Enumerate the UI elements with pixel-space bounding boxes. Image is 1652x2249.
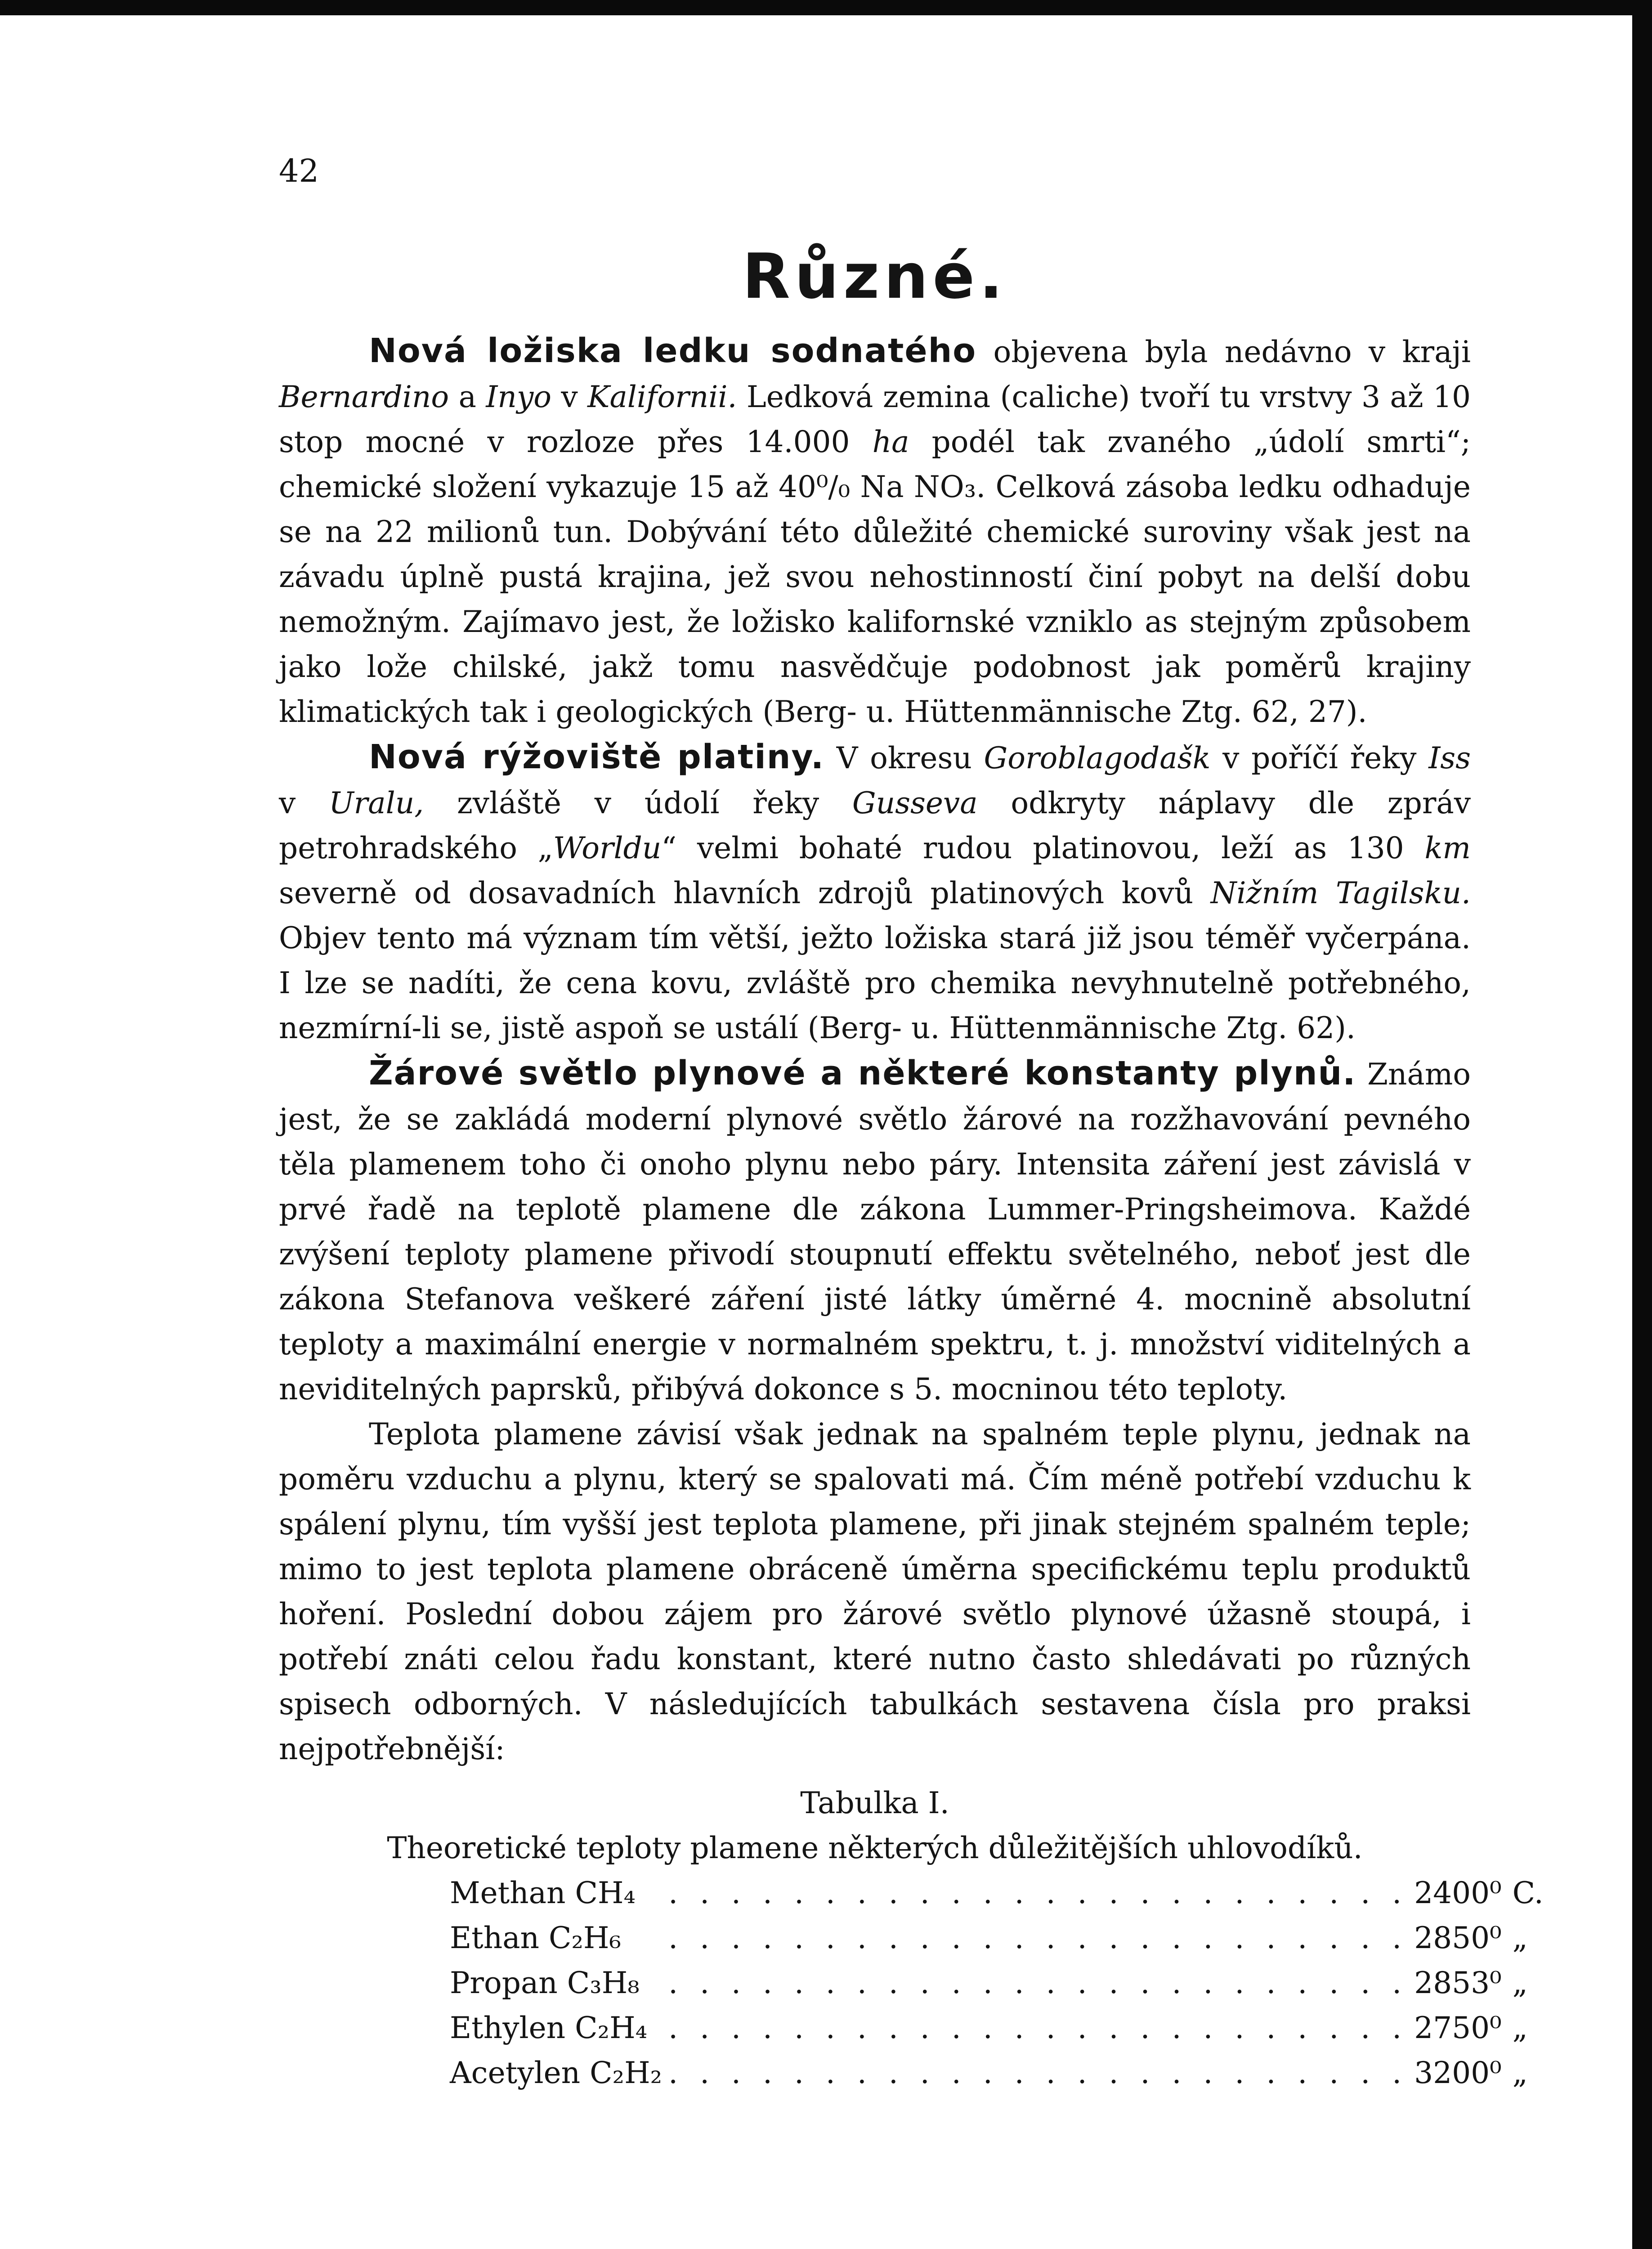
- article-paragraph: [279, 1051, 1471, 1412]
- flame-temperature: 2850⁰: [1414, 1921, 1502, 1955]
- table-subtitle: Theoretické teploty plamene některých důležitějších uhlovodíků.: [387, 1831, 1363, 1865]
- body-text: odkryty náplavy dle zpráv petrohradského „: [279, 786, 1471, 865]
- dot-leader: . . . . . . . . . . . . . . . . . . . . . . . .: [668, 2056, 1408, 2090]
- temperature-unit: „: [1512, 2056, 1528, 2090]
- dot-leader: . . . . . . . . . . . . . . . . . . . . . . . .: [668, 1921, 1408, 1955]
- temperature-unit: C.: [1512, 1876, 1544, 1910]
- body-text: v poříčí řeky: [1210, 741, 1429, 775]
- italic-text: Kalifornii.: [587, 380, 737, 414]
- body-text: zvláště v údolí řeky: [424, 786, 852, 820]
- body-text: v: [279, 786, 329, 820]
- gas-name: Ethylen C₂H₄: [450, 2011, 648, 2045]
- temperature-unit: „: [1512, 2011, 1528, 2045]
- body-text: Známo jest, že se zakládá moderní plynové světlo žárové na rozžhavování pevného těla plamenem toho či onoho plynu nebo páry. Intensita záření jest závislá v prvé řadě na teplotě plamene dle zákona Lummer-Pringsheimova. Každé zvýšení teploty plamene přivodí stoupnutí effektu světelného, neboť jest dle zákona Stefanova veškeré záření jisté látky úměrné 4. mocnině absolutní teploty a maximální energie v normalném spektru, t. j. množství viditelných a neviditelných paprsků, přibývá dokonce s 5. mocninou této teploty.: [279, 1057, 1471, 1407]
- italic-text: Goroblagodašk: [984, 741, 1211, 775]
- italic-text: Bernardino: [279, 380, 449, 414]
- table-row: [450, 2051, 1544, 2096]
- italic-text: Gusseva: [852, 786, 978, 820]
- body-text: “ velmi bohaté rudou platinovou, leží as 130: [661, 831, 1425, 865]
- flame-temperature: 2853⁰: [1414, 1966, 1502, 2000]
- body-text: v: [551, 380, 588, 414]
- dot-leader: . . . . . . . . . . . . . . . . . . . . . . . .: [668, 1966, 1408, 2000]
- article-body: [279, 328, 1471, 1772]
- table-row: [450, 1916, 1544, 1961]
- table-row: [450, 1871, 1544, 1916]
- italic-text: Nižním Tagilsku.: [1210, 876, 1471, 910]
- gas-name: Methan CH₄: [450, 1876, 636, 1910]
- article-paragraph: [279, 328, 1471, 735]
- body-text: Objev tento má význam tím větší, ježto ložiska stará již jsou téměř vyčerpána. I lze se nadíti, že cena kovu, zvláště pro chemika nevyhnutelně potřebného, nezmírní-li se, jistě aspoň se ustálí (Berg- u. Hüttenmännische Ztg. 62).: [279, 921, 1471, 1045]
- body-text: Teplota plamene závisí však jednak na spalném teple plynu, jednak na poměru vzduchu a plynu, který se spalovati má. Čím méně potřebí vzduchu k spálení plynu, tím vyšší jest teplota plamene, při jinak stejném spalném teple; mimo to jest teplota plamene obráceně úměrna specifickému teplu produktů hoření. Poslední dobou zájem pro žárové světlo plynové úžasně stoupá, i potřebí znáti celou řadu konstant, které nutno často shledávati po různých spisech odborných. V následujících tabulkách sestavena čísla pro praksi nejpotřebnější:: [279, 1417, 1471, 1766]
- body-text: podél tak zvaného „údolí smrti“; chemické složení vykazuje 15 až 40⁰/₀ Na NO₃. Celková zásoba ledku odhaduje se na 22 milionů tun. Dobývání této důležité chemické suroviny však jest na závadu úplně pustá krajina, jež svou nehostinností činí pobyt na delší dobu nemožným. Zajímavo jest, že ložisko kalifornské vzniklo as stejným způsobem jako lože chilské, jakž tomu nasvědčuje podobnost jak poměrů krajiny klimatických tak i geologických (Berg- u. Hüttenmännische Ztg. 62, 27).: [279, 425, 1471, 729]
- article-paragraph: [279, 1412, 1471, 1772]
- flame-temperature: 3200⁰: [1414, 2056, 1502, 2090]
- temperature-unit: „: [1512, 1921, 1528, 1955]
- temperature-table: [450, 1871, 1544, 2096]
- paragraph-heading: Žárové světlo plynové a některé konstanty plynů.: [369, 1054, 1357, 1093]
- italic-text: Iss: [1428, 741, 1471, 775]
- table-row: [450, 1961, 1544, 2006]
- section-title: Různé.: [742, 240, 1007, 313]
- body-text: objevena byla nedávno v kraji: [976, 335, 1471, 369]
- body-text: a: [449, 380, 486, 414]
- paragraph-heading: Nová rýžoviště platiny.: [369, 738, 825, 776]
- italic-text: Uralu,: [329, 786, 424, 820]
- temperature-unit: „: [1512, 1966, 1528, 2000]
- gas-name: Ethan C₂H₆: [450, 1921, 622, 1955]
- dot-leader: . . . . . . . . . . . . . . . . . . . . . . . .: [668, 2011, 1408, 2045]
- italic-text: Inyo: [486, 380, 551, 414]
- italic-text: km: [1424, 831, 1471, 865]
- italic-text: Worldu: [553, 831, 662, 865]
- body-text: V okresu: [824, 741, 984, 775]
- paragraph-heading: Nová ložiska ledku sodnatého: [369, 332, 977, 370]
- gas-name: Acetylen C₂H₂: [450, 2056, 663, 2090]
- flame-temperature: 2750⁰: [1414, 2011, 1502, 2045]
- table-caption: Tabulka I.: [800, 1786, 949, 1820]
- body-text: Ledková zemina (caliche) tvoří tu vrstvy 3 až 10 stop mocné v rozloze přes 14.000: [279, 380, 1471, 459]
- flame-temperature: 2400⁰: [1414, 1876, 1502, 1910]
- table-row: [450, 2006, 1544, 2051]
- article-paragraph: [279, 735, 1471, 1051]
- page-content: [279, 148, 1544, 2096]
- page-number: 42: [279, 152, 319, 189]
- gas-name: Propan C₃H₈: [450, 1966, 640, 2000]
- dot-leader: . . . . . . . . . . . . . . . . . . . . . . . .: [668, 1876, 1408, 1910]
- body-text: severně od dosavadních hlavních zdrojů platinových kovů: [279, 876, 1211, 910]
- italic-text: ha: [872, 425, 909, 459]
